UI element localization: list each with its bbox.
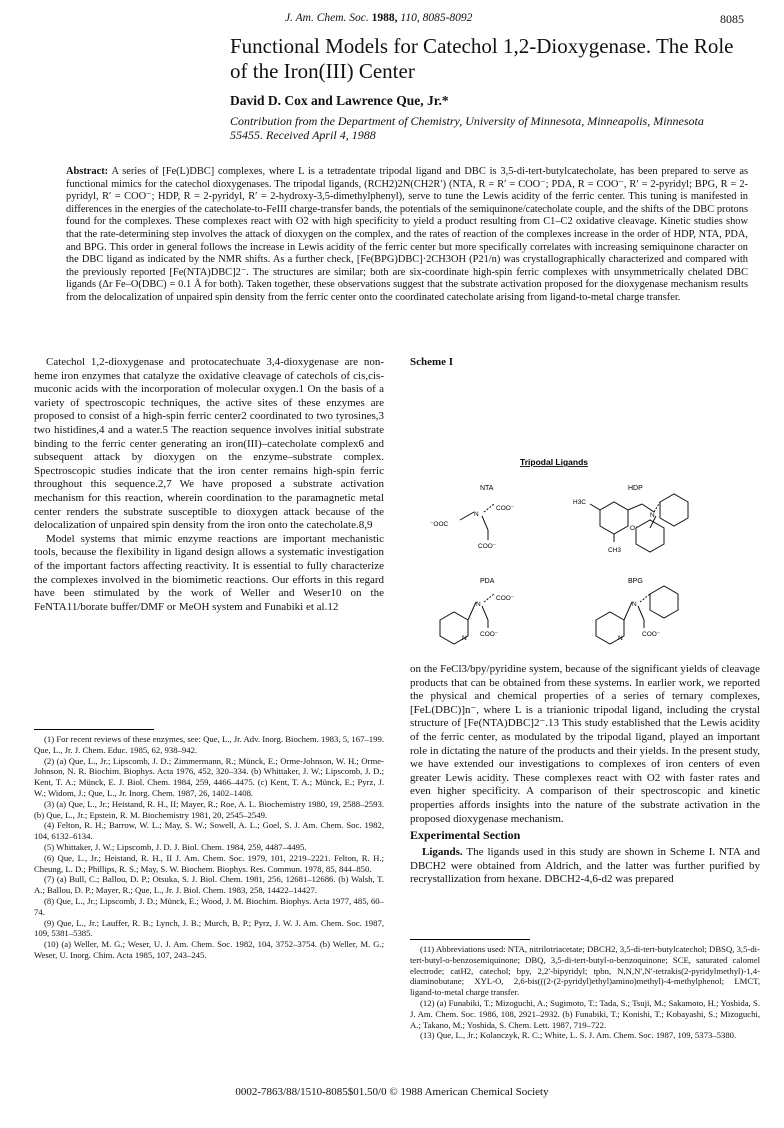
- hdp-n: N: [650, 512, 655, 519]
- pda-label: PDA: [480, 578, 495, 585]
- footnote: (9) Que, L., Jr.; Lauffer, R. B.; Lynch, J. B.; Murch, B. P.; Pyrz, J. W. J. Am. Chem. Soc. 1987, 109, 5381–5385.: [34, 917, 384, 939]
- page-footer: 0002-7863/88/1510-8085$01.50/0 © 1988 American Chemical Society: [235, 1086, 549, 1098]
- footnote: (7) (a) Bull, C.; Ballou, D. P.; Otsuka, S. J. Biol. Chem. 1981, 256, 12681–12686. (b) Walsh, T. A.; Ballou, D. P.; Mayer, R.; Que, L., Jr. J. Biol. Chem. 1983, 258, 14422–14427.: [34, 874, 384, 896]
- nta-ooc: ⁻OOC: [430, 521, 449, 528]
- footnote: (3) (a) Que, L., Jr.; Heistand, R. H., II; Mayer, R.; Roe, A. L. Biochemistry 1980, 19, 2588–2593. (b) Que, L., Jr.; Epstein, R. M. Biochemistry 1981, 20, 2545–2549.: [34, 798, 384, 820]
- footnote: (12) (a) Funabiki, T.; Mizoguchi, A.; Sugimoto, T.; Tada, S.; Tsuji, M.; Sakamoto, H.; Yoshida, S. J. Am. Chem. Soc. 1986, 108, 2921–2932. (b) Funabiki, T.; Konishi, T.; Kobayashi, S.; Mizoguchi, A.; Takano, M.; Yoshida, S. Chem. Lett. 1987, 719–722.: [410, 997, 760, 1030]
- abstract-label: Abstract:: [66, 166, 109, 177]
- footnote: (10) (a) Weller, M. G.; Weser, U. J. Am. Chem. Soc. 1982, 104, 3752–3754. (b) Weller, M. G.; Weser, U. Inorg. Chim. Acta 1985, 107, 243–245.: [34, 939, 384, 960]
- hdp-ch3: CH3: [608, 547, 622, 554]
- nta-coo-1: COO⁻: [496, 505, 515, 512]
- bpg-structure: [596, 586, 678, 644]
- scheme-label: Scheme I: [410, 356, 454, 368]
- pda-n: N: [476, 601, 481, 608]
- experimental-lead: Ligands.: [422, 846, 463, 858]
- nta-n: N: [474, 511, 479, 518]
- left-column: [34, 356, 384, 614]
- body-paragraph: Model systems that mimic enzyme reactions are important mechanistic tools, because the flexibility in ligand design allows a systematic investigation of the important factors affecting reactivity. It is essential to fully characterize the complexes involved in the biomimetic reactions. Our efforts in this regard have been stimulated by the work of Weller and Weser10 on the FeNTA11/borate buffer/DMF or MeOH system and Funabiki et al.12: [34, 532, 384, 613]
- page-number: 8085: [720, 12, 744, 26]
- footnotes-left: [34, 734, 384, 961]
- nta-structure: [460, 504, 494, 540]
- bpg-n: N: [632, 601, 637, 608]
- hdp-h3c: H3C: [573, 499, 587, 506]
- section-heading: Experimental Section: [410, 828, 521, 842]
- pda-coo-1: COO⁻: [496, 595, 515, 602]
- footnotes-right: [410, 944, 760, 1041]
- article-title: Functional Models for Catechol 1,2-Dioxygenase. The Role of the Iron(III) Center: [230, 34, 734, 83]
- footnote-rule: [410, 939, 530, 940]
- pda-ring-n: N: [462, 635, 467, 642]
- scheme-caption: Tripodal Ligands: [520, 457, 589, 467]
- contribution-note: Contribution from the Department of Chemistry, University of Minnesota, Minneapolis, Minnesota 55455. Received April 4, 1988: [230, 114, 704, 142]
- hdp-label: HDP: [628, 485, 643, 492]
- hdp-o: O⁻: [630, 525, 639, 532]
- bpg-coo: COO⁻: [642, 631, 661, 638]
- footnote: (11) Abbreviations used: NTA, nitrilotriacetate; DBCH2, 3,5-di-tert-butylcatechol; DBSQ, 3,5-di-tert-butyl-o-benzosemiquinone; DBQ, 3,5-di-tert-butyl-o-benzoquinone; SCE, saturated calomel electrode; catH2, catechol; bpy, 2,2′-bipyridyl; tpbn, N,N,N′,N′-tetrakis(2-pyridylmethyl)-1,4-diaminobutane; XYL-O, 2,6-bis(((2-(2-pyridyl)ethyl)amino)methyl)-4-methylphenol; LMCT, ligand-to-metal charge transfer.: [410, 944, 760, 998]
- footnote-rule: [34, 729, 154, 730]
- footnote: (2) (a) Que, L., Jr.; Lipscomb, J. D.; Zimmermann, R.; Münck, E.; Orme-Johnson, W. H.; Orme-Johnson, N. R. Biochim. Biophys. Acta 1976, 452, 320–334. (b) Whittaker, J. W.; Lipscomb, J. D.; Kent, T. A.; Münck, E. J. Biol. Chem. 1984, 259, 4466–4475. (c) Kent, T. A.; Münck, E.; Pyrz, J. W.; Widom, J.; Que, L., Jr. Inorg. Chem. 1987, 26, 1402–1408.: [34, 755, 384, 798]
- body-paragraph: Catechol 1,2-dioxygenase and protocatechuate 3,4-dioxygenase are non-heme iron enzymes that catalyze the oxidative cleavage of catechols of cis,cis-muconic acids with the incorporation of molecular oxygen.1 On the basis of a variety of spectroscopic techniques, the active sites of these enzymes are proposed to consist of a high-spin ferric center2 coordinated to two tyrosines,3 two histidines,4 and a water.5 The reaction sequence involves initial substrate binding to the ferric center generating an iron(III)–catecholate complex6 and subsequent attack by dioxygen on the enzyme–substrate complex. Spectroscopic studies indicate that the iron center remains high-spin ferric throughout this sequence.2,7 We have proposed a substrate activation mechanism for this reaction, wherein coordination to the paramagnetic metal center renders the substrate susceptible to dioxygen attack because of the delocalization of unpaired spin density from the iron onto the catecholate.8,9: [34, 356, 384, 532]
- footnote: (8) Que, L., Jr.; Lipscomb, J. D.; Münck, E.; Wood, J. M. Biochim. Biophys. Acta 1977, 485, 60–74.: [34, 895, 384, 917]
- nta-label: NTA: [480, 485, 494, 492]
- abstract: [66, 166, 748, 305]
- journal-year: 1988,: [371, 12, 398, 24]
- footnote: (5) Whittaker, J. W.; Lipscomb, J. D. J. Biol. Chem. 1984, 259, 4487–4495.: [44, 841, 307, 852]
- running-header: [285, 12, 472, 24]
- hdp-structure: [590, 494, 688, 552]
- pda-coo-2: COO⁻: [480, 631, 499, 638]
- journal-name: J. Am. Chem. Soc.: [285, 12, 369, 24]
- abstract-text: A series of [Fe(L)DBC] complexes, where L is a tetradentate tripodal ligand and DBC is 3,5-di-tert-butylcatecholate, has been prepared to serve as functional mimics for the catechol dioxygenases. The tripodal ligands, (RCH2)2N(CH2R′) (NTA, R = R′ = COO⁻; PDA, R = COO⁻, R′ = 2-pyridyl; BPG, R = 2-pyridyl, R′ = COO⁻; HDP, R = 2-pyridyl, R′ = 2-hydroxy-3,5-dimethylphenyl), serve to tune the Lewis acidity of the ferric center. This tuning is manifested in differences in the energies of the catecholate-to-FeIII charge-transfer bands, the potentials of the semiquinone/catecholate couple, and the shifts of the DBC protons found for the complexes. These complexes react with O2 with high specificity to yield a product resulting from C1–C2 oxidative cleavage. Kinetic studies show that the rate-determining step involves the attack of dioxygen on the complex, and the rates of reaction of the complexes increase in the order of HDP, NTA, PDA, and BPG. This order in general follows the increase in Lewis acidity of the ferric center but more specifically correlates with increasing semiquinone character on the DBC ligand as indicated by the NMR shifts. As a further check, [Fe(BPG)DBC]·2CH3OH (P21/n) was crystallographically characterized and compared with the previously reported [Fe(NTA)DBC]2⁻. The structures are similar; both are six-coordinate high-spin ferric complexes with unsymmetrically chelated DBC ligands (Δr Fe–O(DBC) = 0.1 Å for both). Taken together, these observations suggest that the substrate activation proposed for the dioxygenase mechanism results from the delocalization of unpaired spin density from the ferric center onto the coordinated catecholate arising from ligand-to-metal charge transfer.: [66, 166, 748, 303]
- journal-volume-pages: 110, 8085-8092: [400, 12, 473, 24]
- experimental-body: The ligands used in this study are shown in Scheme I. NTA and DBCH2 were obtained from Aldrich, and the latter was further purified by recrystallization from hexane. DBCH2-4,6-d2 was prepared: [410, 846, 760, 886]
- right-column: [410, 663, 760, 826]
- bpg-label: BPG: [628, 578, 643, 585]
- article-authors: David D. Cox and Lawrence Que, Jr.*: [230, 93, 449, 108]
- bpg-ring-n: N: [618, 635, 623, 642]
- footnote: (1) For recent reviews of these enzymes, see: Que, L., Jr. Adv. Inorg. Biochem. 1983, 5, 167–199. Que, L., Jr. J. Chem. Educ. 1985, 62, 938–942.: [34, 734, 384, 755]
- footnote: (6) Que, L., Jr.; Heistand, R. H., II J. Am. Chem. Soc. 1979, 101, 2219–2221. Felton, R. H.; Cheung, L. D.; Phillips, R. S.; May, S. W. Biochem. Biophys. Res. Commun. 1978, 85, 844–850.: [34, 852, 384, 874]
- nta-coo-2: COO⁻: [478, 543, 497, 550]
- body-paragraph: on the FeCl3/bpy/pyridine system, because of the significant yields of cleavage products that can be obtained from these systems. In earlier work, we reported the physical and chemical properties of a series of ternary complexes, [FeL(DBC)]n⁻, where L is a trianionic tripodal ligand, including the crystal structure of [Fe(NTA)DBC]2⁻.13 This study established that the Lewis acidity of the ferric center, as modulated by the tripodal ligand, played an important role in dictating the nature of the products and their yields. In the present study, we have extended our investigations to complexes of iron centers of even greater Lewis acidity. These complexes react with O2 with faster rates and even higher specificity. A comparison of their spectroscopic and kinetic properties affords insights into the nature of the substrate activation in the proposed dioxygenase mechanism.: [410, 663, 760, 825]
- footnote: (4) Felton, R. H.; Barrow, W. L.; May, S. W.; Sowell, A. L.; Goel, S. J. Am. Chem. Soc. 1982, 104, 6132–6134.: [34, 820, 384, 842]
- experimental-text: [410, 846, 760, 887]
- footnote: (13) Que, L., Jr.; Kolanczyk, R. C.; White, L. S. J. Am. Chem. Soc. 1987, 109, 5373–5380.: [420, 1030, 737, 1041]
- scheme-figure: [410, 370, 760, 660]
